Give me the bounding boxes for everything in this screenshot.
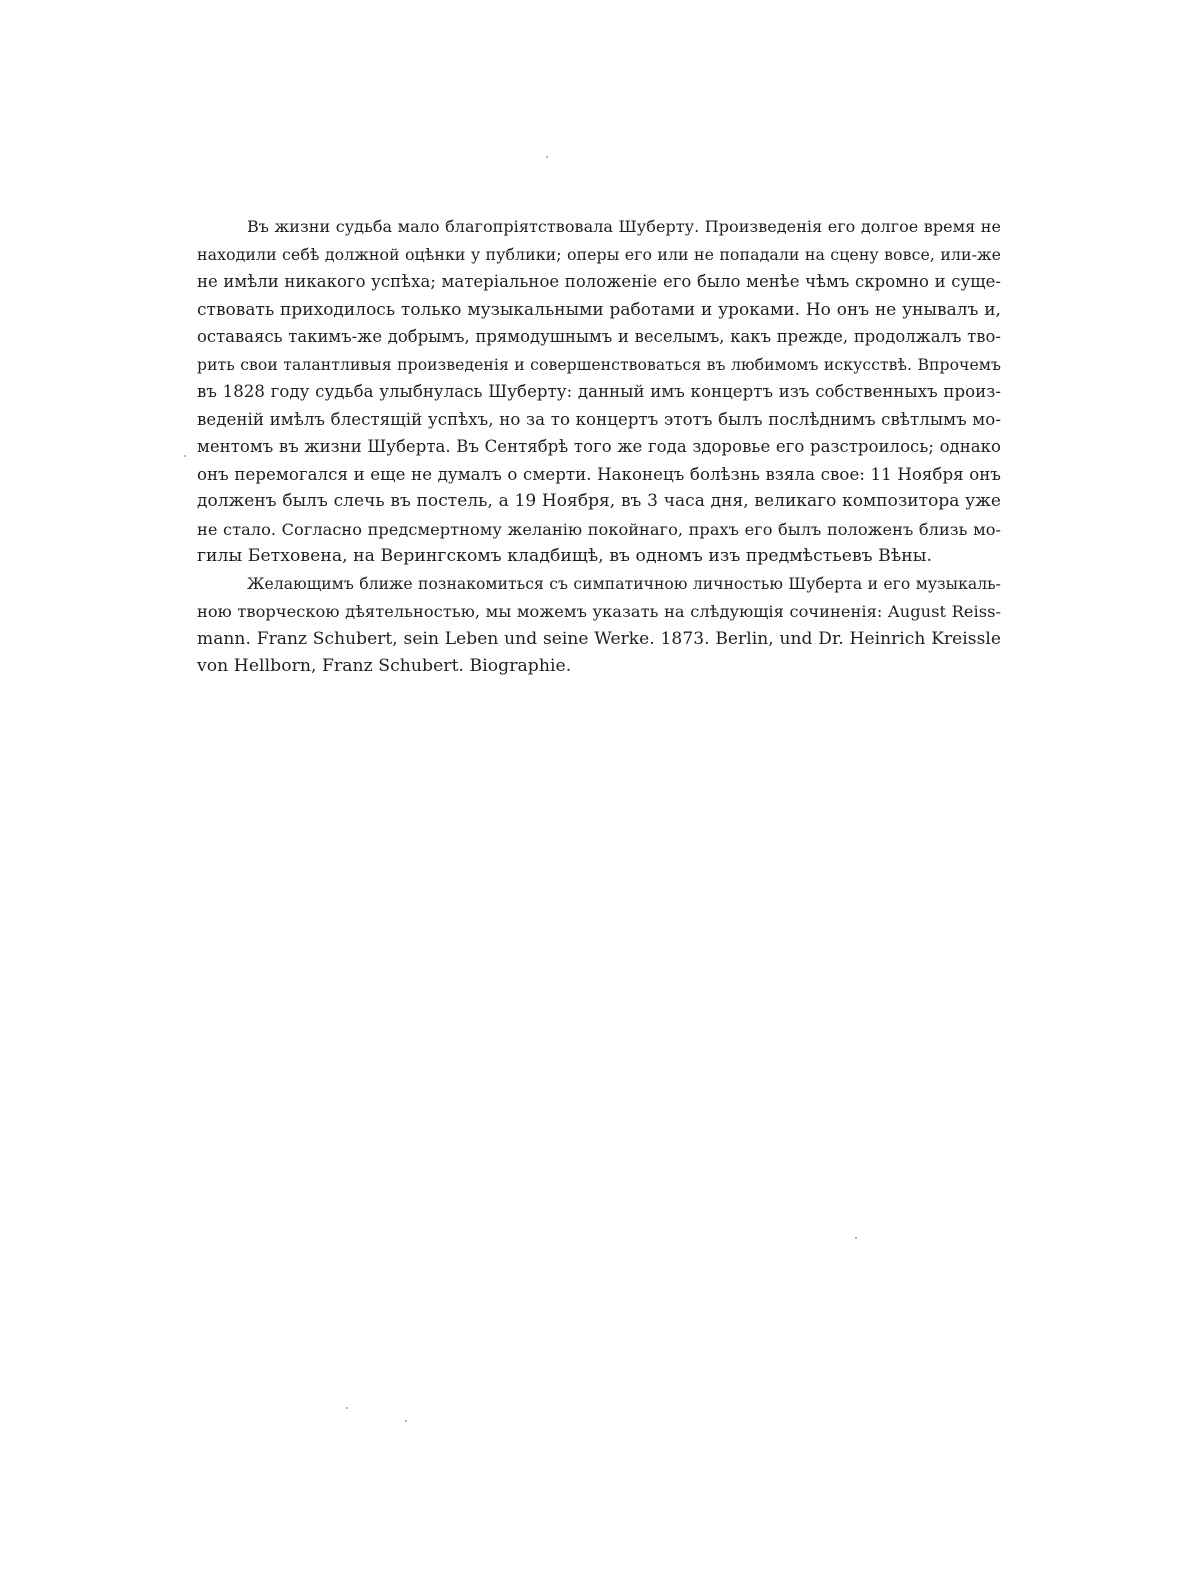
text-line: веденій имѣлъ блестящій успѣхъ, но за то концертъ этотъ былъ послѣднимъ свѣтлымъ мо- — [197, 409, 1001, 429]
text-line: не имѣли никакого успѣха; матеріальное положеніе его было менѣе чѣмъ скромно и суще- — [197, 272, 1001, 291]
paragraph-2 — [197, 571, 1001, 681]
paper-speck — [346, 1407, 348, 1409]
text-line: находили себѣ должной оцѣнки у публики; оперы его или не попадали на сцену вовсе, или-же — [197, 244, 1001, 264]
paper-speck — [546, 156, 548, 158]
text-line: оставаясь такимъ-же добрымъ, прямодушнымъ и веселымъ, какъ прежде, продолжалъ тво- — [197, 327, 1001, 346]
body-text — [197, 213, 1001, 681]
text-line: ментомъ въ жизни Шуберта. Въ Сентябрѣ того же года здоровье его разстроилось; однако — [197, 437, 1001, 456]
paper-speck — [855, 1237, 857, 1239]
text-line: von Hellborn, Franz Schubert. Biographie. — [197, 656, 572, 676]
text-line: гилы Бетховена, на Верингскомъ кладбищѣ, въ одномъ изъ предмѣстьевъ Вѣны. — [197, 546, 933, 566]
text-line: не стало. Согласно предсмертному желанію покойнаго, прахъ его былъ положенъ близь мо- — [197, 519, 1001, 539]
text-line: долженъ былъ слечь въ постель, а 19 Ноября, въ 3 часа дня, великаго композитора уже — [197, 491, 1001, 511]
paragraph-1 — [197, 213, 1001, 571]
text-line: ствовать приходилось только музыкальными работами и уроками. Но онъ не унывалъ и, — [197, 298, 1001, 319]
text-line: mann. Franz Schubert, sein Leben und seine Werke. 1873. Berlin, und Dr. Heinrich Kreissle — [197, 628, 1001, 649]
paper-speck — [405, 1420, 407, 1422]
text-line: Желающимъ ближе познакомиться съ симпатичною личностью Шуберта и его музыкаль- — [247, 574, 1001, 593]
text-line: онъ перемогался и еще не думалъ о смерти. Наконецъ болѣзнь взяла свое: 11 Ноября онъ — [197, 464, 1001, 484]
text-line: Въ жизни судьба мало благопріятствовала Шуберту. Произведенія его долгое время не — [247, 217, 1001, 236]
text-line: въ 1828 году судьба улыбнулась Шуберту: данный имъ концертъ изъ собственныхъ произ- — [197, 382, 1001, 401]
text-line: рить свои талантливыя произведенія и совершенствоваться въ любимомъ искусствѣ. Впрочемъ — [197, 354, 1001, 374]
text-line: ною творческою дѣятельностью, мы можемъ указать на слѣдующія сочиненія: August Reiss- — [197, 602, 1001, 621]
paper-speck — [184, 455, 186, 457]
